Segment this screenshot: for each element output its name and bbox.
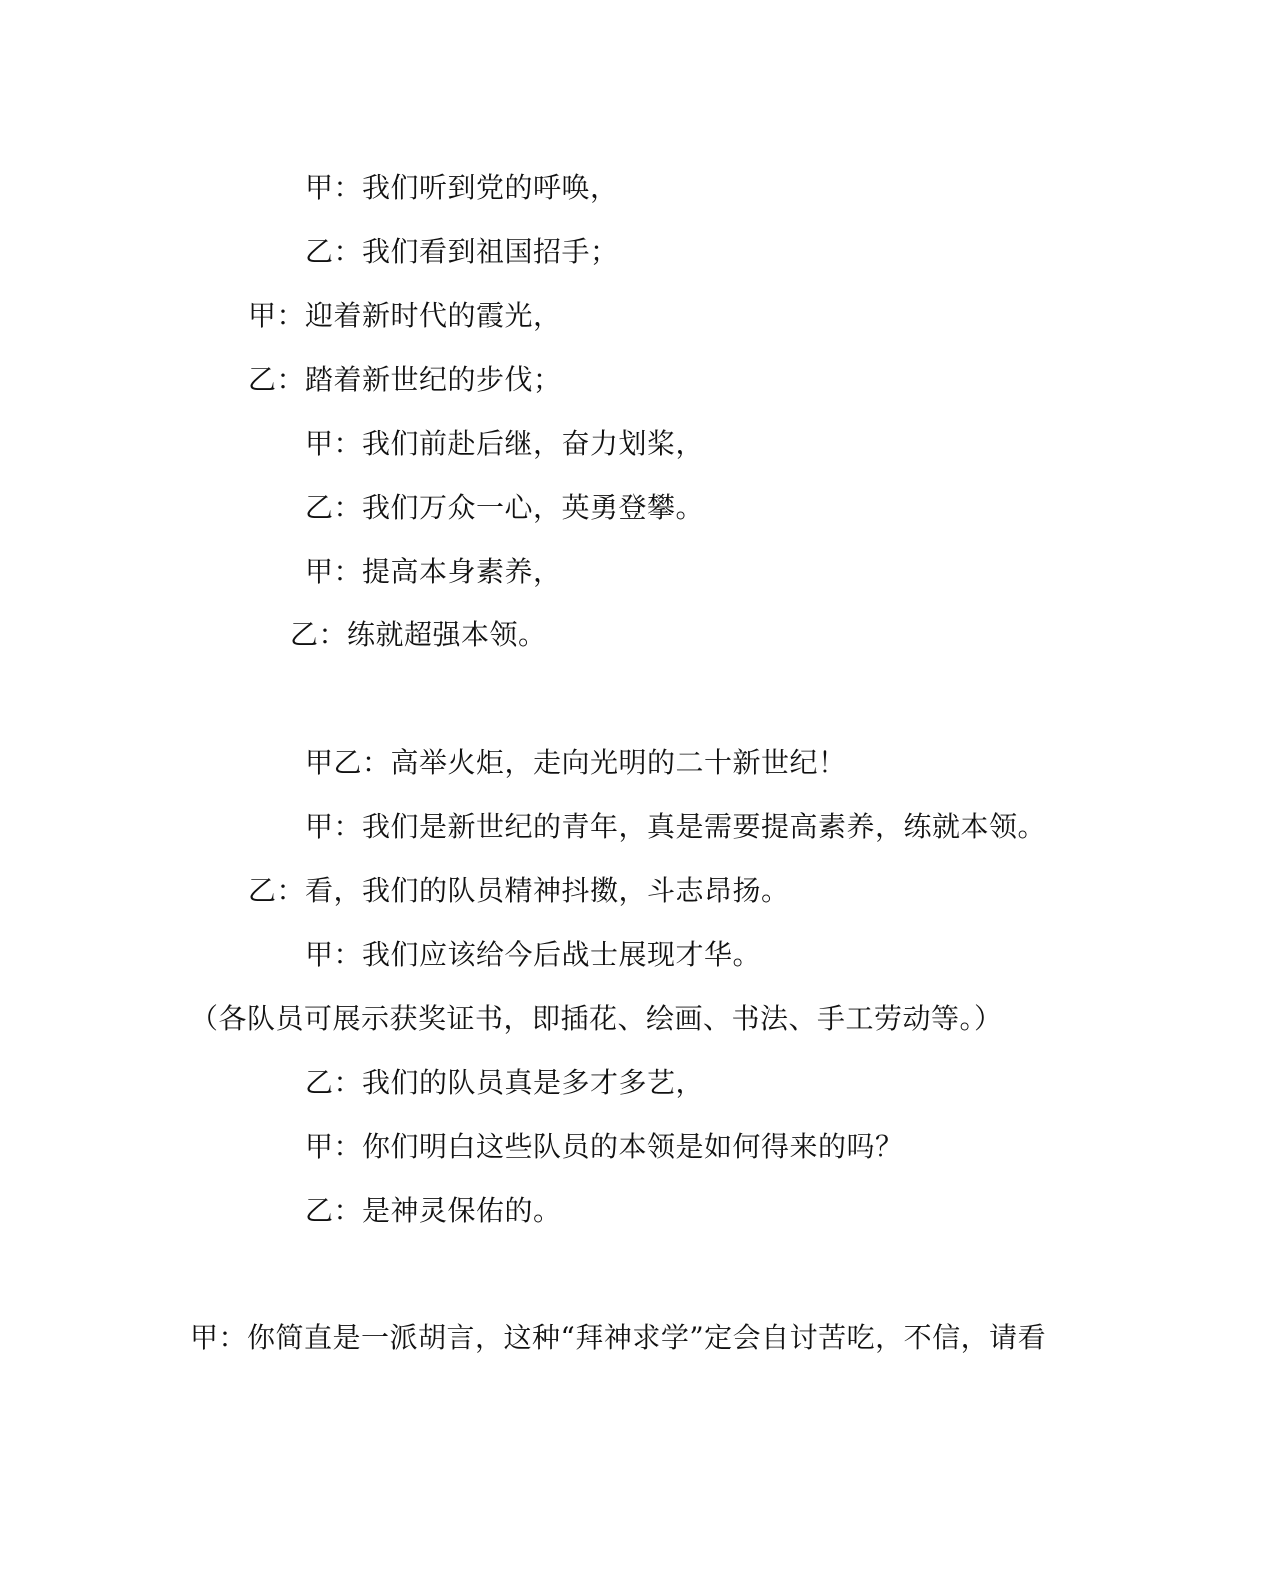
dialogue-line: 甲：我们听到党的呼唤， <box>305 171 619 204</box>
dialogue-line: 乙：踏着新世纪的步伐； <box>248 363 562 396</box>
dialogue-line: 甲：我们是新世纪的青年，真是需要提高素养，练就本领。 <box>305 810 1047 843</box>
dialogue-line: 甲：提高本身素养， <box>305 555 562 588</box>
dialogue-line: 甲：迎着新时代的霞光， <box>248 299 562 332</box>
dialogue-line: 甲：我们前赴后继，奋力划桨， <box>305 427 705 460</box>
dialogue-line: 乙：我们万众一心，英勇登攀。 <box>305 491 705 524</box>
dialogue-line: 甲：你简直是一派胡言，这种“拜神求学”定会自讨苦吃，不信，请看 <box>190 1321 1047 1354</box>
dialogue-line: 乙：是神灵保佑的。 <box>305 1194 562 1227</box>
stage-direction: （各队员可展示获奖证书，即插花、绘画、书法、手工劳动等。） <box>190 1002 1003 1035</box>
dialogue-line: 甲乙：高举火炬，走向光明的二十新世纪！ <box>305 746 847 779</box>
dialogue-line: 乙：我们看到祖国招手； <box>305 235 619 268</box>
dialogue-line: 甲：你们明白这些队员的本领是如何得来的吗？ <box>305 1130 904 1163</box>
dialogue-line: 甲：我们应该给今后战士展现才华。 <box>305 938 762 971</box>
dialogue-line: 乙：我们的队员真是多才多艺， <box>305 1066 705 1099</box>
dialogue-line: 乙：练就超强本领。 <box>290 618 547 651</box>
dialogue-line: 乙：看，我们的队员精神抖擞，斗志昂扬。 <box>248 874 790 907</box>
